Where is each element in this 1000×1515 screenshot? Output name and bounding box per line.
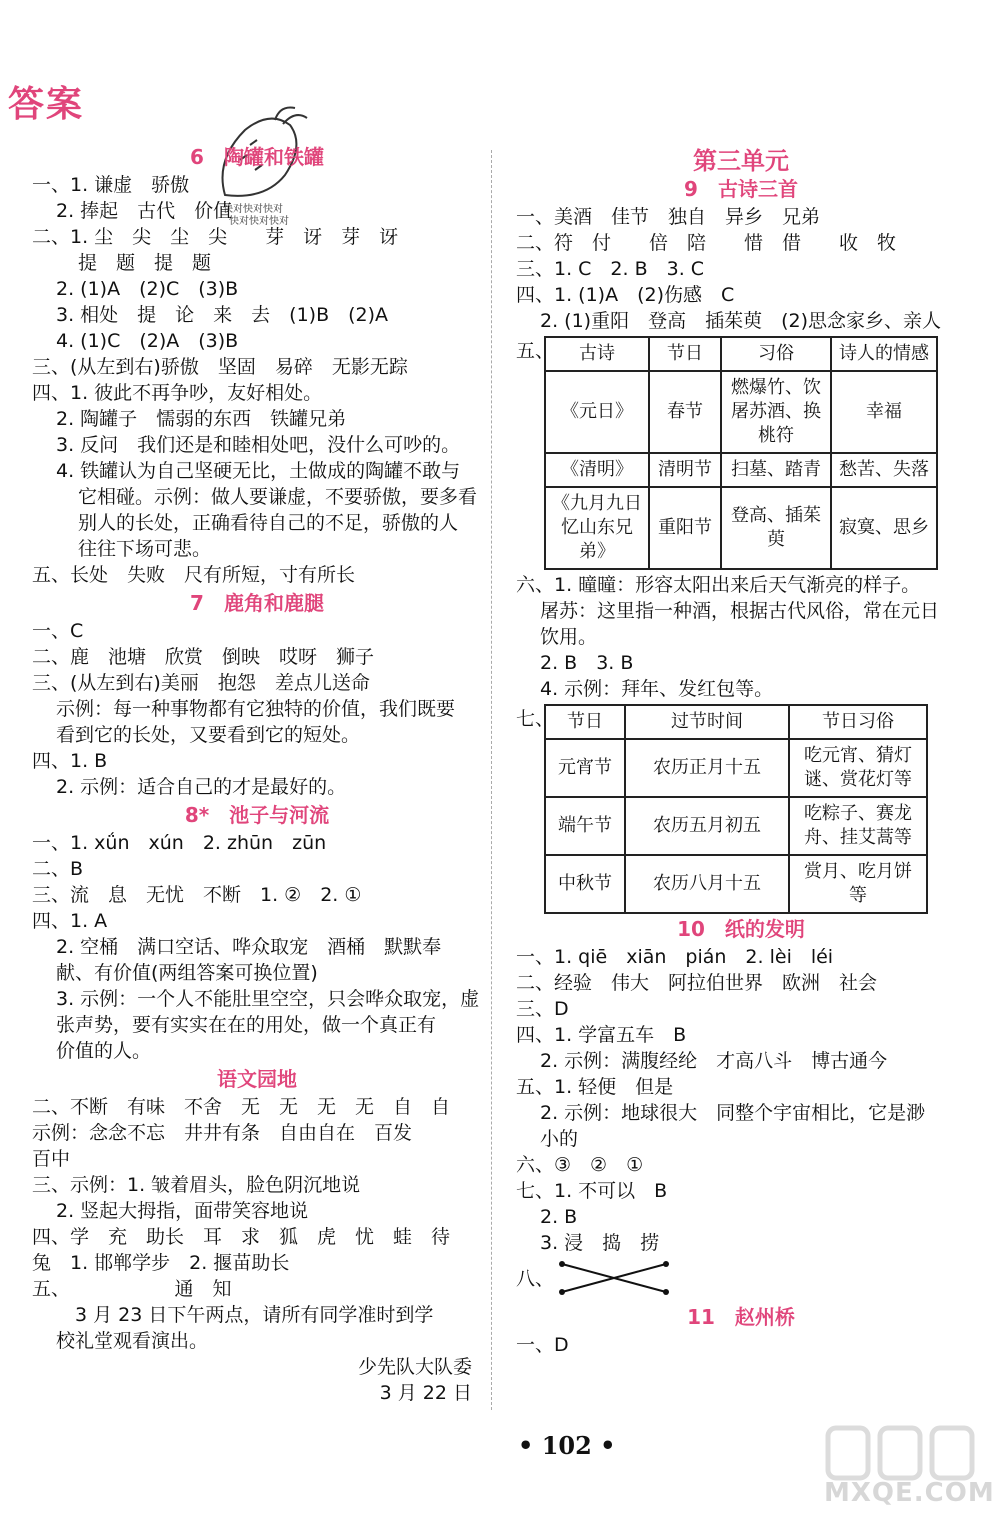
table-cell: 《元日》 [545,371,649,453]
answer-line: 2. (1)重阳 登高 插茱萸 (2)思念家乡、亲人 [540,310,941,332]
answer-line: 三、1. C 2. B 3. C [516,258,705,280]
answer-line: 2. 竖起大拇指，面带笑容地说 [56,1200,309,1222]
answer-line: 三、D [516,998,569,1020]
answer-line: 四、1. B [32,750,108,772]
table-row [545,797,927,855]
table-row [545,487,937,569]
matching-answer [516,1256,966,1302]
answer-line: 4. 示例：拜年、发红包等。 [540,678,774,700]
answer-line: 2. 示例：适合自己的才是最好的。 [56,776,347,798]
answer-line: 提 题 提 题 [78,252,212,274]
answer-line: 一、1. 谦虚 骄傲 [32,174,190,196]
answer-line: 校礼堂观看演出。 [56,1330,209,1352]
section-title: 10 纸的发明 [677,917,805,941]
answer-line: 示例：每一种事物都有它独特的价值，我们既要 [56,698,456,720]
answer-line: 看到它的长处，又要看到它的短处。 [56,724,361,746]
answer-line: 二、B [32,858,84,880]
answer-line: 价值的人。 [56,1040,152,1062]
answer-line: 饮用。 [540,626,598,648]
matching-label: 八、 [516,1268,555,1290]
table-header-cell: 过节时间 [625,705,789,739]
answer-line: 往往下场可悲。 [78,538,212,560]
section-title: 9 古诗三首 [684,177,798,201]
table-cell: 《九月九日忆山东兄弟》 [545,487,649,569]
column-divider [491,150,492,1410]
answer-line: 2. B [540,1206,578,1228]
table-cell: 愁苦、失落 [831,453,937,487]
answer-line: 3. 相处 提 论 来 去 (1)B (2)A [56,304,389,326]
answer-line: 2. (1)A (2)C (3)B [56,278,239,300]
table-row [545,855,927,913]
table-cell: 寂寞、思乡 [831,487,937,569]
left-column [32,142,482,1406]
answer-line: 四、1. A [32,910,108,932]
answer-line: 3 月 23 日下午两点，请所有同学准时到学 [56,1304,434,1326]
answer-line: 四、1. 学富五车 B [516,1024,687,1046]
table-label: 七、 [516,708,555,730]
table-header-cell: 诗人的情感 [831,337,937,371]
table-cell: 农历五月初五 [625,797,789,855]
table-row [545,739,927,797]
table-cell: 《清明》 [545,453,649,487]
answer-line: 它相碰。示例：做人要谦虚，不要骄傲，要多看 [78,486,478,508]
table-cell: 春节 [649,371,721,453]
answer-line: 张声势，要有实实在在的用处，做一个真正有 [56,1014,437,1036]
answer-line: 一、D [516,1334,569,1356]
answer-line: 三、(从左到右)骄傲 坚固 易碎 无影无踪 [32,356,408,378]
section-title: 11 赵州桥 [687,1305,795,1329]
table-header-cell: 节日 [649,337,721,371]
table-header-cell: 古诗 [545,337,649,371]
table-cell: 赏月、吃月饼等 [789,855,927,913]
answer-line: 一、1. qiē xiān pián 2. lèi léi [516,946,834,968]
table-cell: 农历正月十五 [625,739,789,797]
answer-line: 三、流 息 无忧 不断 1. ② 2. ① [32,884,362,906]
answer-line: 兔 1. 邯郸学步 2. 揠苗助长 [32,1252,290,1274]
answer-line: 五、长处 失败 尺有所短，寸有所长 [32,564,356,586]
table-cell: 吃粽子、赛龙舟、挂艾蒿等 [789,797,927,855]
table-cell: 吃元宵、猜灯谜、赏花灯等 [789,739,927,797]
table-cell: 重阳节 [649,487,721,569]
answer-line: 二、不断 有味 不舍 无 无 无 无 自 自 [32,1096,451,1118]
answer-line: 四、学 充 助长 耳 求 狐 虎 忧 蛙 待 [32,1226,451,1248]
answer-line: 2. 示例：满腹经纶 才高八斗 博古通今 [540,1050,888,1072]
answer-line: 2. 陶罐子 懦弱的东西 铁罐兄弟 [56,408,347,430]
table-cell: 元宵节 [545,739,625,797]
table-cell: 中秋节 [545,855,625,913]
table-header-cell: 习俗 [721,337,831,371]
table-header-cell: 节日 [545,705,625,739]
answer-line: 二、1. 尘 尖 尘 尖 芽 讶 芽 讶 [32,226,399,248]
table-cell: 登高、插茱萸 [721,487,831,569]
answer-line: 一、C [32,620,84,642]
section-title: 6 陶罐和铁罐 [190,145,324,169]
notice-signature: 少先队大队委 [357,1356,472,1378]
table-cell: 燃爆竹、饮屠苏酒、换桃符 [721,371,831,453]
table-row [545,371,937,453]
answer-line: 二、经验 伟大 阿拉伯世界 欧洲 社会 [516,972,878,994]
answer-line: 示例：念念不忘 井井有条 自由自在 百发 [32,1122,413,1144]
answer-line: 4. 铁罐认为自己坚硬无比，土做成的陶罐不敢与 [56,460,461,482]
mascot-text: 快对快对快对 [223,204,283,215]
right-column [516,142,966,1358]
answer-line: 六、③ ② ① [516,1154,644,1176]
answer-line: 二、鹿 池塘 欣赏 倒映 哎呀 狮子 [32,646,375,668]
answer-line: 3. 反问 我们还是和睦相处吧，没什么可吵的。 [56,434,461,456]
matching-lines-diagram [554,1256,684,1302]
watermark-text: MXQE.COM [824,1478,995,1508]
answer-line: 二、符 付 倍 陪 惜 借 收 牧 [516,232,897,254]
answer-line: 五、1. 轻便 但是 [516,1076,674,1098]
answer-line: 4. (1)C (2)A (3)B [56,330,239,352]
answer-table [544,336,938,570]
table-header-cell: 节日习俗 [789,705,927,739]
answer-line: 别人的长处，正确看待自己的不足，骄傲的人 [78,512,459,534]
answer-line: 一、美酒 佳节 独自 异乡 兄弟 [516,206,821,228]
answer-line: 七、1. 不可以 B [516,1180,668,1202]
answer-table-block [516,336,966,570]
mascot-text-2: 快对快对快对 [229,216,289,227]
answer-line: 四、1. 彼此不再争吵，友好相处。 [32,382,323,404]
answer-line: 2. 捧起 古代 价值 [56,200,233,222]
matching-dot [559,1289,565,1295]
table-cell: 扫墓、踏青 [721,453,831,487]
answer-line: 2. B 3. B [540,652,634,674]
notice-signature: 3 月 22 日 [379,1382,472,1404]
table-label: 五、 [516,340,555,362]
answer-table-block [516,704,966,914]
answer-line: 百中 [32,1148,71,1170]
answer-table [544,704,928,914]
section-title: 8* 池子与河流 [184,803,330,827]
table-cell: 幸福 [831,371,937,453]
matching-dot [663,1261,669,1267]
section-title: 语文园地 [217,1067,297,1091]
table-cell: 清明节 [649,453,721,487]
answer-line: 2. 空桶 满口空话、哗众取宠 酒桶 默默奉 [56,936,442,958]
answer-line: 六、1. 曈曈：形容太阳出来后天气渐亮的样子。 [516,574,921,596]
answer-line: 一、1. xǘn xún 2. zhūn zūn [32,832,327,854]
answer-line: 屠苏：这里指一种酒，根据古代风俗，常在元日 [540,600,940,622]
answer-line: 三、(从左到右)美丽 抱怨 差点儿送命 [32,672,370,694]
table-row [545,453,937,487]
table-cell: 农历八月十五 [625,855,789,913]
table-cell: 端午节 [545,797,625,855]
answer-line: 3. 示例：一个人不能肚里空空，只会哗众取宠，虚 [56,988,480,1010]
page-title: 答案 [8,84,85,125]
matching-dot [663,1289,669,1295]
matching-dot [559,1261,565,1267]
section-title: 第三单元 [693,147,789,175]
answer-line: 五、 通 知 [32,1278,232,1300]
answer-line: 3. 浸 捣 捞 [540,1232,660,1254]
page-number: • 102 • [518,1431,616,1460]
answer-line: 三、示例：1. 皱着眉头，脸色阴沉地说 [32,1174,361,1196]
answer-line: 献、有价值(两组答案可换位置) [56,962,318,984]
answer-line: 2. 示例：地球很大 同整个宇宙相比，它是渺 [540,1102,926,1124]
section-title: 7 鹿角和鹿腿 [190,591,324,615]
answer-line: 小的 [540,1128,579,1150]
answer-line: 四、1. (1)A (2)伤感 C [516,284,735,306]
